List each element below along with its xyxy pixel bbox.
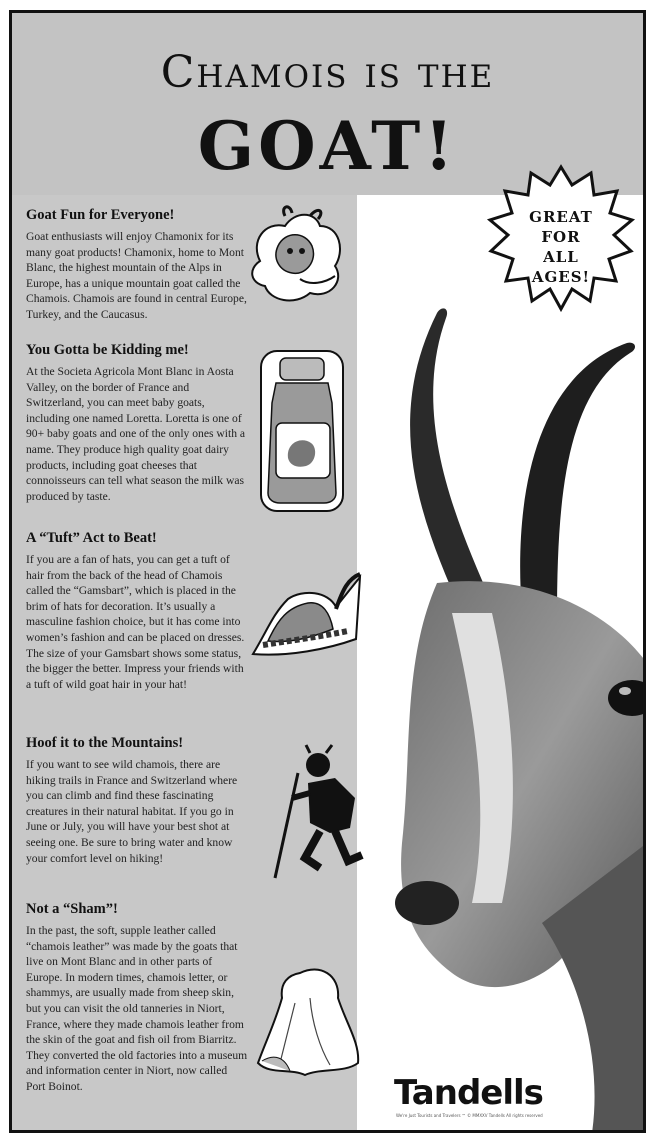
section-hoof-it [26, 735, 248, 866]
leather-cloth-icon [250, 963, 365, 1081]
gamsbart-hat-icon [248, 569, 363, 661]
logo-tagline: We're Just Tourists and Travelers ™ © MMXXV Tandells All rights reserved [396, 1113, 543, 1118]
badge-text [486, 207, 636, 287]
section-heading: Goat Fun for Everyone! [26, 207, 175, 223]
goat-cartoon-icon [240, 201, 350, 309]
badge-line: GREAT [529, 208, 593, 226]
tandells-logo: Tandells [394, 1073, 543, 1113]
badge-line: ALL [543, 248, 579, 266]
section-body: In the past, the soft, supple leather called “chamois leather” was made by the goats that live on Mont Blanc and in other parts of Europe. In modern times, chamois letter, or shammys, are usually made from sheep skin, but you can visit the old tanneries in Niort, France, where they made chamois leather from the skin of the goat and fish oil from Biarritz. They converted the old factories into a museum and information center in Niort, now called Port Boinot. [26, 924, 248, 1093]
section-kidding [26, 342, 248, 504]
section-body: At the Societa Agricola Mont Blanc in Aosta Valley, on the border of France and Switzerland, you can meet baby goats, including one named Loretta. Loretta is one of 90+ baby goats and one of the only ones with a name. They produce high quality goat dairy products, including goat cheeses that connoisseurs can tell what season the milk was produced by taste. [26, 365, 246, 503]
section-heading: A “Tuft” Act to Beat! [26, 530, 157, 546]
section-heading: Not a “Sham”! [26, 901, 118, 917]
goat-milk-jar-icon [256, 348, 348, 514]
badge-line: FOR [541, 228, 581, 246]
chamois-goat-photo-icon [342, 283, 646, 1133]
section-heading: Hoof it to the Mountains! [26, 735, 184, 751]
badge-line: AGES! [531, 268, 591, 286]
section-body: If you are a fan of hats, you can get a tuft of hair from the back of the head of Chamois called the “Gamsbart”, which is placed in the brim of hats for decoration. It’s usually a masculine fashion choice, but it has come into women’s fashion and can be placed on dresses. The size of your Gamsbart shows some status, the bigger the better. Impress your friends with a tuft of wild goat hair in your hat! [26, 553, 245, 691]
title-line-1: Chamois is the [160, 47, 495, 98]
section-goat-fun [26, 207, 248, 323]
section-tuft [26, 530, 248, 692]
section-body: If you want to see wild chamois, there are hiking trails in France and Switzerland where you can climb and find these fascinating creatures in their natural habitat. If you go in June or July, you will have your best shot at seeing one. Be sure to bring water and know your comfort level on hiking! [26, 758, 238, 865]
section-sham [26, 901, 248, 1095]
poster [9, 10, 646, 1133]
section-heading: You Gotta be Kidding me! [26, 342, 189, 358]
hiker-silhouette-icon [270, 743, 370, 883]
title-line-2: GOAT! [197, 107, 458, 185]
section-body: Goat enthusiasts will enjoy Chamonix for its many goat products! Chamonix, home to Mont Blanc, the highest mountain of the Alps in Europe, has a unique mountain goat called the Chamois. Chamois are found in central Europe, Turkey, and the Caucasus. [26, 230, 247, 321]
